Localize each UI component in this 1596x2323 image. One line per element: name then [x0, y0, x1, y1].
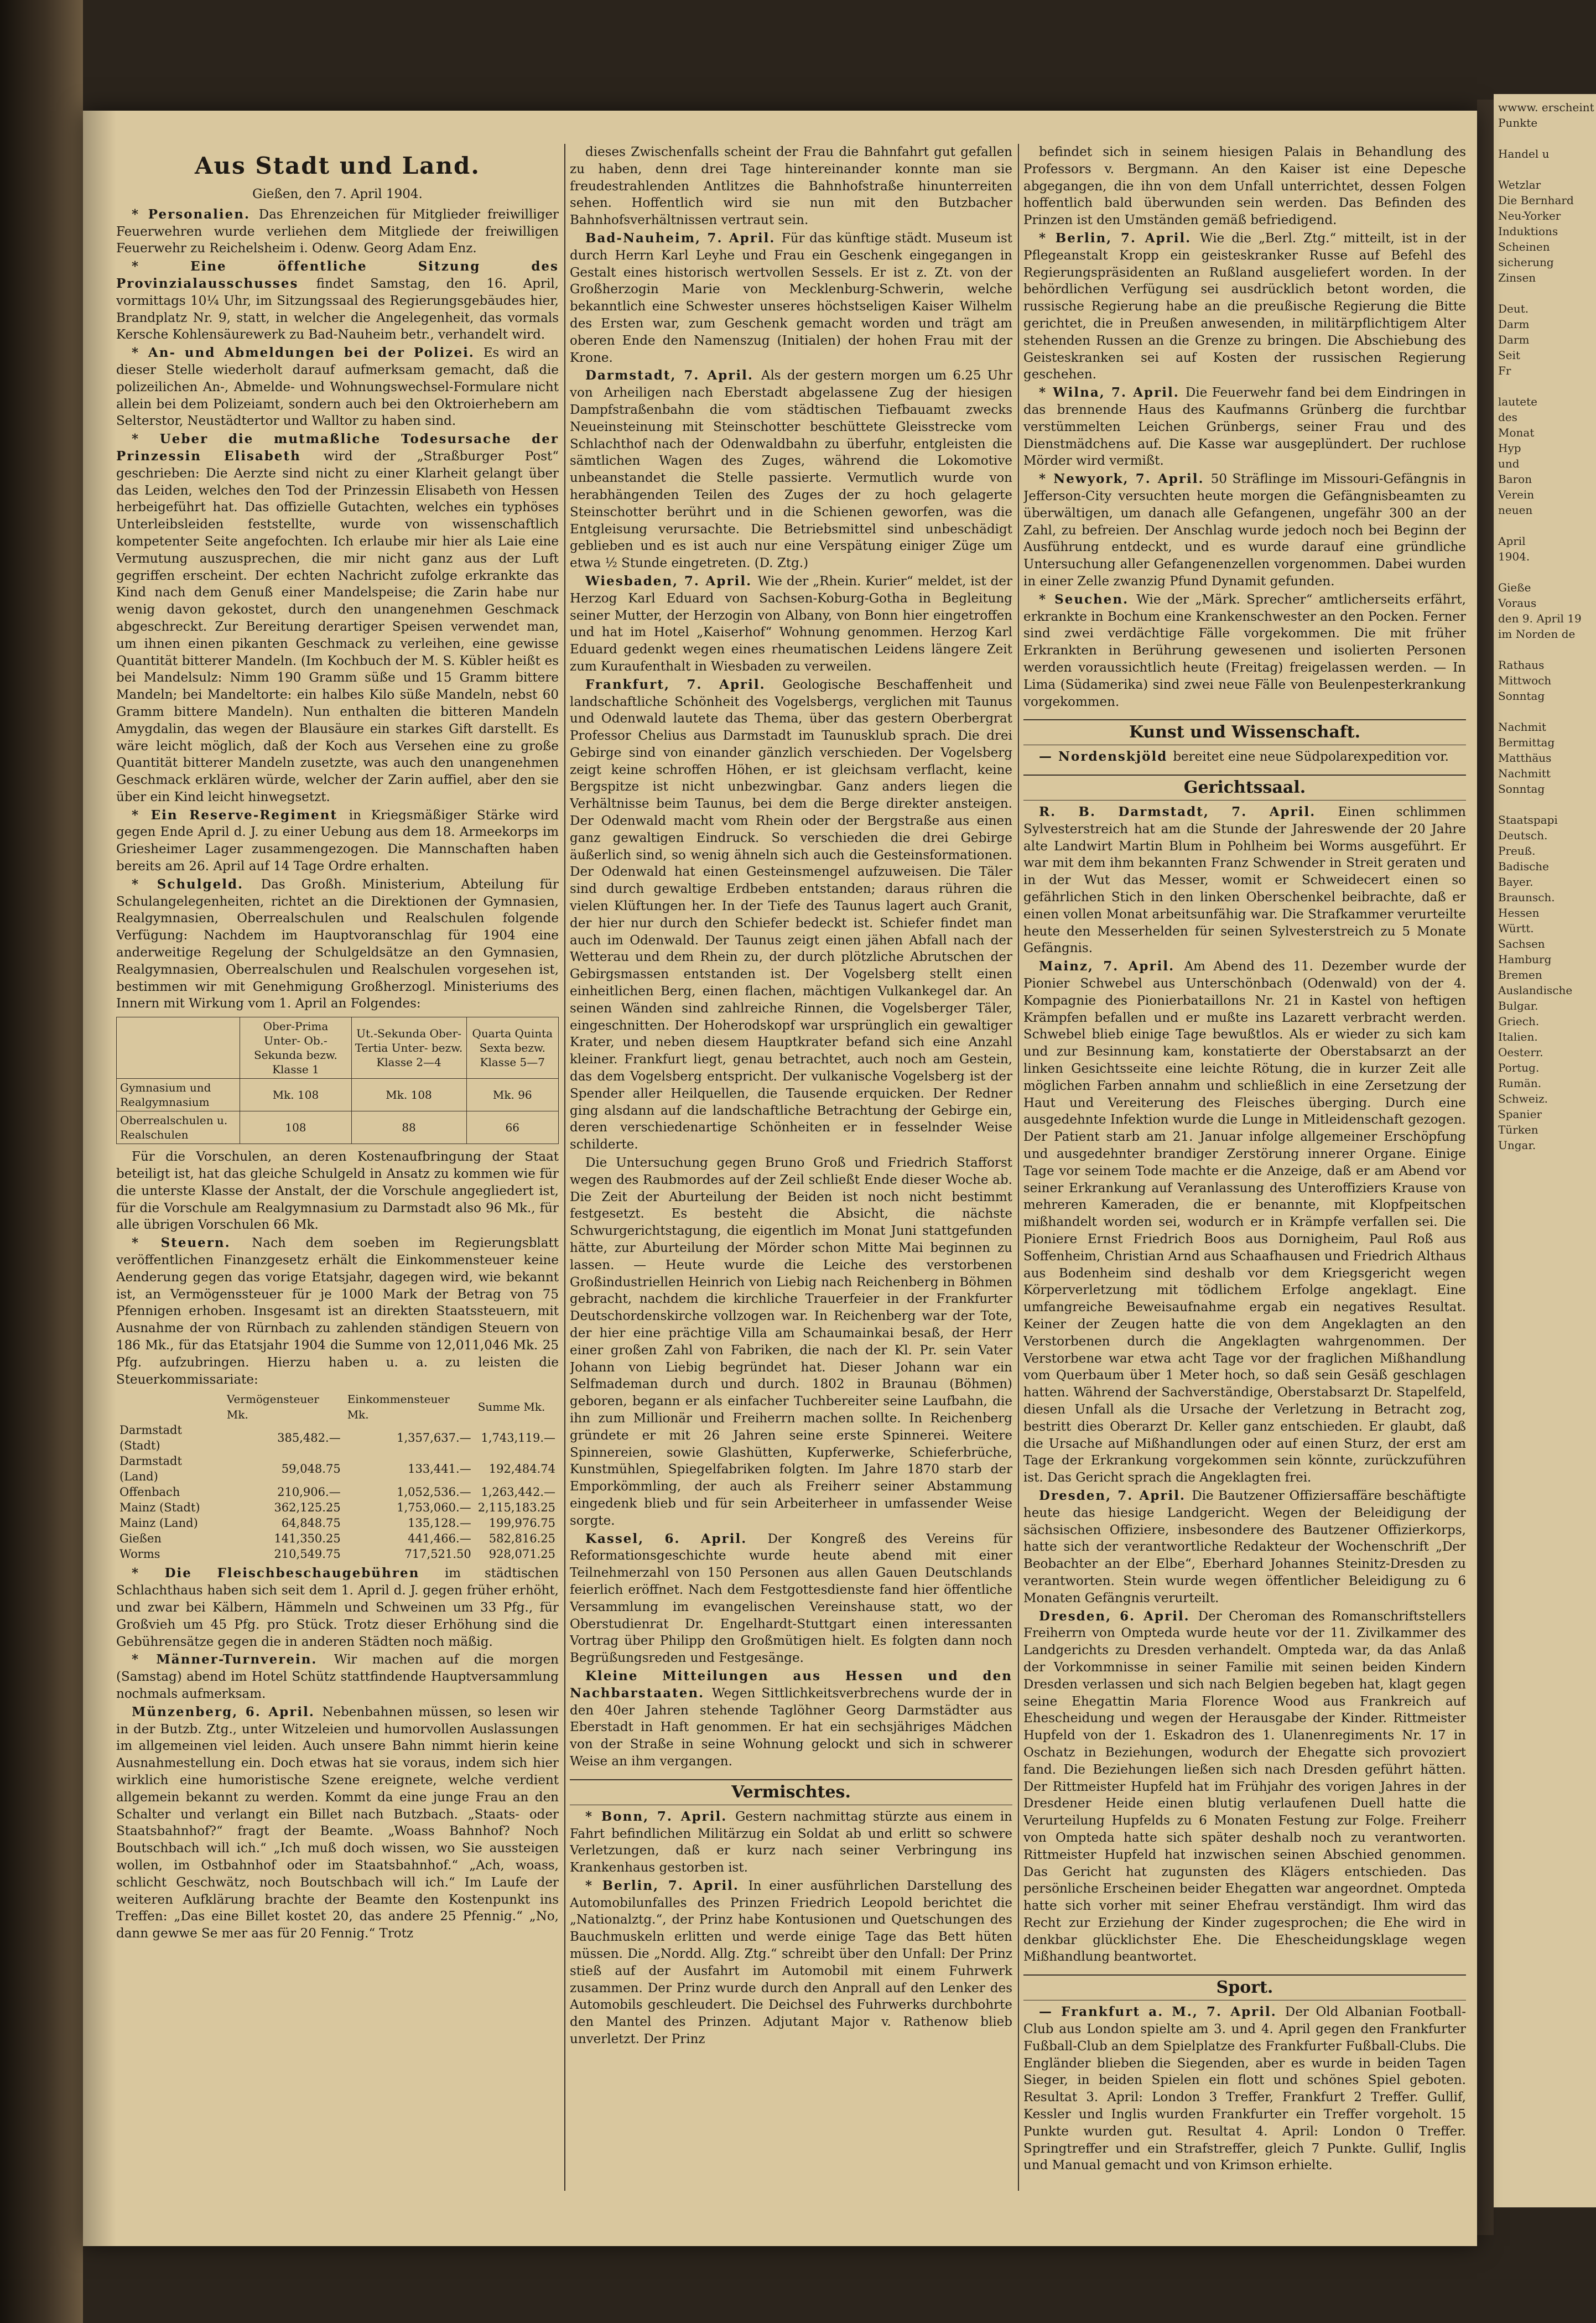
- table-header-cell: Quarta Quinta Sexta bezw. Klasse 5—7: [466, 1017, 558, 1079]
- article-text: Am Abend des 11. Dezember wurde der Pionier Schwebel aus Unterschönbach (Odenwald) von der 4. Kompagnie des Pionierbataillons Nr. 21 in Kastel von heftigen Krämpfen befallen und er mußte ins Lazarett verbracht werden. Schwebel blieb einige Tage bewußtlos. Als er wieder zu sich kam und zur Besinnung kam, konstatierte der Oberstabsarzt an der linken Gesichtsseite eine leichte Rötung, die in kurzer Zeit alle möglichen Farben annahm und schließlich in eine Zersetzung der Haut und Vereiterung des Fleisches überging. Durch eine ausgedehnte Infektion wurde die Lunge in Mitleidenschaft gezogen. Der Patient starb am 21. Januar infolge allgemeiner Erschöpfung und ausgedehnter brandiger Zerstörung innerer Organe. Einige Tage vor seinem Tode machte er die Anzeige, daß er am Abend vor seiner Erkrankung auf Veranlassung des Unteroffiziers Krause von mehreren Kameraden, die er benannte, mit Klopfpeitschen mißhandelt worden sei, wodurch er in Krämpfe verfallen sei. Die Pioniere Ernst Friedrich Boos aus Dornigheim, Paul Roß aus Soffenheim, Christian Arnd aus Schaafhausen und Friedrich Althaus aus Bodenheim sind deshalb vor dem Kriegsgericht wegen Körperverletzung mit tödlichem Erfolge angeklagt. Eine umfangreiche Beweisaufnahme ergab ein negatives Resultat. Keiner der Zeugen hatte die von dem Angeklagten an den Verstorbenen durch die Angeklagten wahrgenommen. Der Verstorbene war etwa acht Tage vor der fraglichen Mißhandlung vom Querbaum über 1 Meter hoch, so daß sein Gesäß geschlagen hatten. Während der Sachverständige, Oberstabsarzt Dr. Stapelfeld, diesen Unfall als die Ursache der Verletzung in Betracht zog, bestritt dies Oberarzt Dr. Keller ganz entschieden. Er glaubt, daß die Ursache auf Mißhandlungen oder auf einen Sturz, der erst am Tage der Erkrankung vorgekommen sein könnte, zurückzuführen ist. Das Gericht sprach die Angeklagten frei.: [1023, 959, 1466, 1485]
- article-text: findet Samstag, den 16. April, vormittags 10¼ Uhr, im Sitzungssaal des Regierungsgebäudes hier, Brandplatz Nr. 9, statt, in welcher die Angelegenheit, das vormals Kersche Kohlensäurewerk zu Bad-Nauheim betr., verhandelt wird.: [116, 276, 559, 342]
- page-shadow: [83, 111, 116, 2246]
- column-1: [116, 144, 559, 2191]
- tax-table-row: [116, 1422, 559, 1453]
- tax-table-row: [116, 1500, 559, 1515]
- article-lead: * Bonn, 7. April.: [585, 1808, 736, 1824]
- article-paragraph: [1023, 1488, 1466, 1607]
- article-text: Die Untersuchung gegen Bruno Groß und Friedrich Stafforst wegen des Raubmordes auf der Zeil schließt Ende dieser Woche ab. Die Zeit der Aburteilung der Beiden ist noch nicht bestimmt festgesetzt. Es besteht die Absicht, die nächste Schwurgerichtstagung, die eigentlich im Monat Juni stattgefunden hätte, zur Aburteilung der Mörder schon Mitte Mai beginnen zu lassen. — Heute wurde die Leiche des verstorbenen Großindustriellen Heinrich von Liebig nach Reichenberg in Böhmen gebracht, nachdem die kirchliche Trauerfeier in der Frankfurter Deutschordenskirche vollzogen war. In Reichenberg war der Tote, der hier eine prächtige Villa am Schaumainkai besaß, der Herr einer großen Zahl von Fabriken, die nach der Kl. Pr. sein Vater Johann von Liebig begründet hat. Dieser Johann war ein Selfmademan durch und durch. 1802 in Braunau (Böhmen) geboren, begann er als einfacher Tuchbereiter seine Laufbahn, die ihn zum Millionär und Freiherrn machen sollte. In Reichenberg gründete er mit 26 Jahren seine erste Spinnerei. Weitere Spinnereien, sowie Glashütten, Kupferwerke, Schieferbrüche, Kunstmühlen, Spiegelfabriken folgten. Im Jahre 1870 starb der Emporkömmling, der auch als Freiherr seiner Abstammung eingedenk blieb und für sein Arbeiterheer in umfassender Weise sorgte.: [570, 1156, 1012, 1528]
- sport-articles: [1023, 2004, 1466, 2174]
- table-header-cell: Vermögensteuer Mk.: [226, 1392, 319, 1422]
- article-lead: Frankfurt, 7. April.: [585, 677, 783, 692]
- dateline: Gießen, den 7. April 1904.: [252, 187, 423, 201]
- table-cell: 141,350.25: [274, 1532, 341, 1546]
- table-cell: Darmstadt (Stadt): [119, 1423, 182, 1453]
- article-lead: — Nordenskjöld: [1039, 749, 1173, 765]
- vermischtes-title: Vermischtes.: [570, 1779, 1012, 1805]
- adjacent-page-fragment: [1494, 94, 1596, 2207]
- article-text: befindet sich in seinem hiesigen Palais in Behandlung des Professors v. Bergmann. An den Kaiser ist eine Depesche abgegangen, die ihn von dem Unfall unterrichtet, dessen Folgen hoffentlich bald überwunden sein werden. Das Befinden des Prinzen ist den Umständen gemäß befriedigend.: [1023, 145, 1466, 228]
- table-cell: 1,052,536.—: [397, 1485, 471, 1499]
- article-text: Einen schlimmen Sylvesterstreich hat am die Stunde der Jahreswende der 20 Jahre alte Landwirt Martin Blum in Pohlheim bei Worms ausgeführt. Er war mit dem ihm bekannten Franz Schwender in Streit geraten und in der Wut das Messer, womit er Schweidecert einen so gefährlichen Stich in den linken Oberschenkel beibrachte, daß er einen vollen Monat arbeitsunfähig war. Die Strafkammer verurteilte heute den Messerhelden für seinen Sylvesterstreich zu 5 Monate Gefängnis.: [1023, 805, 1466, 956]
- tax-table: [116, 1391, 559, 1562]
- sport-title: Sport.: [1023, 1974, 1466, 2000]
- article-paragraph: [1023, 471, 1466, 590]
- article-lead: Kassel, 6. April.: [585, 1531, 768, 1546]
- article-text: Es wird an dieser Stelle wiederholt darauf aufmerksam gemacht, daß die polizeilichen An-, Abmelde- und Wohnungswechsel-Formulare nicht allein bei dem Polizeiamt, sondern auch bei den Oktroierhebern am Selterstor, Neustädtertor und Walltor zu haben sind.: [116, 346, 559, 429]
- article-paragraph: [116, 1565, 559, 1650]
- article-text: Geologische Beschaffenheit und landschaftliche Schönheit des Vogelsbergs, verglichen mit Taunus und Odenwald lautete das Thema, über das gestern Oberbergrat Professor Chelius aus Darmstadt im Taunusklub sprach. Die drei Gebirge sind von einander gänzlich verschieden. Der Vogelsberg zeigt keine schroffen Höhen, er ist gleichsam verflacht, keine Bergspitze ist nicht unbezwingbar. Ganz anders liegen die Verhältnisse beim Taunus, bei dem die Berge direkter ansteigen. Der Odenwald macht vom Rhein oder der Bergstraße aus einen ganz gewaltigen Eindruck. So verschieden die drei Gebirge äußerlich sind, so wenig ähneln sich auch die Gesteinsformationen. Der Odenwald hat einen Gesteinsmengel aufzuweisen. Die Täler sind durch gewaltige Erdbeben entstanden; daraus rühren die vielen Klüftungen her. In der Tiefe des Taunus lagert auch Granit, der hier nur durch den Schiefer bedeckt ist. Schiefer findet man auch im Odenwald. Der Taunus zeigt einen jähen Abfall nach der Wetterau und dem Rhein zu, der durch plötzliche Abrutschen der Gebirgsmassen entstanden ist. Der Vogelsberg stellt einen einheitlichen Berg, einen flachen, mächtigen Vulkankegel dar. An seinen Wänden sind zahlreiche Rinnen, die Vogelsberger Täler, eingeschnitten. Der Hoherodskopf war ursprünglich ein gewaltiger Krater, und neben diesem Hauptkrater befand sich eine Anzahl kleiner. Frankfurt liegt, genau betrachtet, auch noch am Gestein, das dem Vogelsberg entspricht. Der vulkanische Vogelsberg ist der Spender aller Heilquellen, die Tausende erquicken. Der Redner ging alsdann auf die landschaftliche Betrachtung der Gebirge ein, deren verschiedenartige Schönheiten er in fesselnder Weise schilderte.: [570, 677, 1012, 1152]
- article-text: Das Großh. Ministerium, Abteilung für Schulangelegenheiten, richtet an die Direktionen der Gymnasien, Realgymnasien, Oberrealschulen und Realschulen folgende Verfügung: Nachdem im Hauptvoranschlag für 1904 eine anderweitige Regelung der Schulgeldsätze an den Gymnasien, Realgymnasien, Oberrealschulen und Realschulen vorgesehen ist, bestimmen wir mit Genehmigung Großherzogl. Ministeriums des Innern mit Wirkung vom 1. April an Folgendes:: [116, 877, 559, 1011]
- article-paragraph: [1023, 804, 1466, 957]
- article-paragraph: [570, 1668, 1012, 1770]
- article-lead: Wiesbaden, 7. April.: [585, 573, 758, 589]
- table-header-cell: [116, 1391, 223, 1422]
- table-cell: 717,521.50: [404, 1547, 471, 1561]
- school-table-row: [117, 1111, 559, 1144]
- article-lead: * Wilna, 7. April.: [1039, 385, 1186, 401]
- article-lead: Münzenberg, 6. April.: [132, 1704, 323, 1719]
- article-text: 50 Sträflinge im Missouri-Gefängnis in Jefferson-City versuchten heute morgen die Gefängnisbeamten zu überwältigen, um danach alle Gefangenen, ungefähr 300 an der Zahl, zu befreien. Der Anschlag wurde jedoch noch bei Beginn der Ausführung entdeckt, und es wurde darauf eine gründliche Untersuchung aller Gefangenenzellen vorgenommen. Dabei wurden in einer Zelle zwanzig Pfund Dynamit gefunden.: [1023, 472, 1466, 589]
- table-cell: Mk. 96: [466, 1079, 558, 1111]
- table-cell: 1,357,637.—: [397, 1431, 471, 1445]
- table-header-cell: Einkommensteuer Mk.: [347, 1392, 450, 1422]
- table-cell: 199,976.75: [488, 1516, 555, 1530]
- article-paragraph: [1023, 591, 1466, 711]
- article-text: bereitet eine neue Südpolarexpedition vor.: [1173, 750, 1449, 765]
- article-paragraph: [570, 1808, 1012, 1877]
- table-cell: 1,263,442.—: [481, 1485, 555, 1499]
- adjacent-page-text: wwww. erscheint Punkte Handel u Wetzlar Die Bernhard Neu-Yorker Induktions Scheinen sicherung Zinsen Deut. Darm Darm Seit Fr lautete des Monat Hyp und Baron Verein neuen April 1904. Gieße Voraus den 9. April 19 im Norden de Rathaus Mittwoch Sonntag Nachmit Bermittag Matthäus Nachmitt Sonntag Staatspapi Deutsch. Preuß. Badische Bayer. Braunsch. Hessen Württ. Sachsen Hamburg Bremen Auslandische Bulgar. Griech. Italien. Oesterr. Portug. Rumän. Schweiz. Spanier Türken Ungar.: [1498, 101, 1594, 1152]
- table-cell: 133,441.—: [408, 1462, 471, 1476]
- article-text: Wir machen auf die morgen (Samstag) abend im Hotel Schütz stattfindende Hauptversammlung nochmals aufmerksam.: [116, 1652, 559, 1701]
- article-text: im städtischen Schlachthaus haben sich seit dem 1. April d. J. gegen früher erhöht, und zwar bei Kälbern, Hämmeln und Schweinen um 33 Pfg., für Großvieh um 45 Pfg. pro Stück. Trotz dieser Erhöhung sind die Gebührensätze gegen die in anderen Städten noch mäßig.: [116, 1566, 559, 1649]
- vermischtes-articles: [570, 1808, 1012, 2048]
- school-fee-table: [116, 1017, 559, 1144]
- article-paragraph: [116, 431, 559, 806]
- table-cell: 385,482.—: [277, 1431, 341, 1445]
- table-cell: Mainz (Land): [119, 1516, 198, 1530]
- column-rule: [564, 144, 565, 2191]
- article-lead: * Newyork, 7. April.: [1039, 471, 1211, 487]
- article-paragraph: [570, 573, 1012, 675]
- article-text: Der Old Albanian Football-Club aus London spielte am 3. und 4. April gegen den Frankfurter Fußball-Club an dem Spielplatze des Frankfurter Fußball-Clubs. Die Engländer blieben die Siegenden, aber es wurde in beiden Tagen Sieger, in beiden Spielen ein flott und schönes Spiel geboten. Resultat 3. April: London 3 Treffer, Frankfurt 2 Treffer. Gullif, Kessler und Inglis wurden Frankfurter ein Treffer vorgeholt. 15 Punkte wurden gut. Resultat 4. April: London 0 Treffer. Springtreffer und ein Strafstreffer, gleich 7 Punkte. Gullif, Inglis und Manual gemacht und von Krimson erhielte.: [1023, 2005, 1466, 2173]
- article-lead: * Die Fleischbeschaugebühren: [132, 1566, 445, 1581]
- article-lead: Bad-Nauheim, 7. April.: [585, 230, 782, 246]
- article-text: Wie der „Märk. Sprecher“ amtlicherseits erfährt, erkrankte in Bochum eine Krankenschwester an den Pocken. Ferner sind zwei verdächtige Fälle vorgekommen. Die mit früher Erkrankten in Berührung gewesenen und isolierten Personen werden voraussichtlich heute (Freitag) freigelassen werden. — In Lima (Südamerika) sind zwei neue Fälle von Beulenpesterkrankung vorgekommen.: [1023, 592, 1466, 709]
- gericht-title: Gerichtssaal.: [1023, 775, 1466, 801]
- article-text: Der Cheroman des Romanschriftstellers Freiherrn von Ompteda wurde heute vor der 11. Zivilkammer des Landgerichts zu Dresden verhandelt. Ompteda war, da das Anlaß der Vorkommnisse in seiner Familie mit seinen beiden Kindern Dresden verlassen und sich nach Belgien begeben hat, klagt gegen seine Ehegattin Maria Florence Wood aus Frankreich auf Ehescheidung und wegen der Herausgabe der Kinder. Rittmeister Hupfeld von der 1. Eskadron des 1. Ulanenregiments Nr. 17 in Oschatz in Beziehungen, wodurch der Ehegatte sich provoziert fand. Die Beziehungen ließen sich nach Dresden geführt hätten. Der Rittmeister Hupfeld hat im Frühjahr des vorigen Jahres in der Dresdener Heide einen blutig verlaufenen Duell hatte die Verurteilung Hupfelds zu 6 Monaten Festung zur Folge. Freiherr von Ompteda hatte sich später deshalb noch zu verantworten. Rittmeister Hupfeld hat inzwischen seinen Abschied genommen. Das Gericht hat zugunsten des Klägers entschieden. Das persönliche Erscheinen beider Ehegatten war angeordnet. Ompteda hatte sich vorher mit seiner Ehefrau verständigt. Ihm wird das Recht zur Erziehung der Kinder zugesprochen; die Ehe wird in denkbar glücklichster Ehe. Die Ehescheidungsklage wegen Mißhandlung beantwortet.: [1023, 1609, 1466, 1965]
- article-text: In einer ausführlichen Darstellung des Automobilunfalles des Prinzen Friedrich Leopold berichtet die „Nationalztg.“, der Prinz habe Kontusionen und Quetschungen des Bauchmuskeln erlitten und werde einige Tage das Bett hüten müssen. Die „Nordd. Allg. Ztg.“ schreibt über den Unfall: Der Prinz stieß auf der Ausfahrt im Automobil mit einem Fuhrwerk zusammen. Der Prinz wurde durch den Anprall auf den Lenker des Automobils geschleudert. Die Deichsel des Fuhrwerks durchbohrte den Mantel des Prinzen. Adjutant Major v. Rathenow blieb unverletzt. Der Prinz: [570, 1878, 1012, 2047]
- article-text: wird der „Straßburger Post“ geschrieben: Die Aerzte sind nicht zu einer Klarheit gelangt über das Leiden, welches den Tod der Prinzessin Elisabeth von Hessen herbeigeführt hat. Das offizielle Gutachten, welches ein typhöses Unterleibsleiden feststellte, wurde von wissenschaftlich kompetenter Seite angefochten. Ich erlaube mir hier als Laie eine Vermutung auszusprechen, die mir nicht ganz aus der Luft gegriffen erscheint. Der echten Nachricht zufolge erkrankte das Kind nach dem Genuß einer Mandelspeise; die Zarin habe nur wenig davon gekostet, durch den unangenehmen Geschmack abgeschreckt. Zur Bereitung derartiger Speisen verwendet man, um ihnen einen pikanten Geschmack zu verleihen, eine gewisse Quantität bitterer Mandeln. (Im Kochbuch der M. S. Kübler heißt es bei Mandelsulz: Nimm 190 Gramm süße und 15 Gramm bittere Mandeln; bei Mandeltorte: ein halbes Kilo süße Mandeln, nebst 60 Gramm bittere Mandeln). Nun enthalten die bitteren Mandeln Amygdalin, das wegen der Blausäure ein starkes Gift darstellt. Es wäre leicht möglich, daß der Koch aus Versehen eine zu große Quantität bitterer Mandeln zusetzte, was auch den unangenehmen Geschmack erklären würde, welcher der Zarin auffiel, aber den sie über ein Kind leicht hinwegsetzt.: [116, 449, 559, 804]
- tax-table-row: [116, 1453, 559, 1484]
- tax-table-row: [116, 1515, 559, 1531]
- table-cell: 135,128.—: [408, 1516, 471, 1530]
- article-paragraph: [1023, 384, 1466, 470]
- tax-table-row: [116, 1531, 559, 1546]
- table-cell: Oberrealschulen u. Realschulen: [117, 1111, 240, 1144]
- article-lead: * Berlin, 7. April.: [1039, 230, 1200, 246]
- column-3: [1023, 144, 1466, 2191]
- article-lead: * Berlin, 7. April.: [585, 1878, 748, 1893]
- table-cell: Mk. 108: [240, 1079, 351, 1111]
- article-lead: Dresden, 6. April.: [1039, 1608, 1198, 1624]
- article-paragraph: [116, 1704, 559, 1942]
- table-header-cell: Summe Mk.: [477, 1400, 545, 1414]
- article-paragraph: [570, 230, 1012, 366]
- gericht-articles: [1023, 804, 1466, 1966]
- column-rule: [1018, 144, 1019, 2191]
- article-text: Für die Vorschulen, an deren Kostenaufbringung der Staat beteiligt ist, hat das gleiche Schulgeld in Ansatz zu kommen wie für die unterste Klasse der Anstalt, der die Vorschule angegliedert ist, für die Vorschule am Realgymnasium zu Darmstadt also 96 Mk., für alle übrigen Vorschulen 66 Mk.: [116, 1150, 559, 1233]
- article-lead: * Ein Reserve-Regiment: [132, 807, 349, 823]
- table-cell: 441,466.—: [408, 1532, 471, 1546]
- kunst-articles: [1023, 749, 1466, 766]
- table-cell: 210,549.75: [274, 1547, 341, 1561]
- table-header-cell: Ober-Prima Unter- Ob.-Sekunda bezw. Klasse 1: [240, 1017, 351, 1079]
- article-paragraph: [570, 1531, 1012, 1667]
- article-lead: Kleine Mitteilungen aus Hessen und den Nachbarstaaten.: [570, 1668, 1012, 1701]
- article-paragraph: [570, 367, 1012, 572]
- column-1-articles: [116, 206, 559, 1012]
- article-paragraph: [116, 1235, 559, 1388]
- article-text: Das Ehrenzeichen für Mitglieder freiwilliger Feuerwehren wurde verliehen dem Mitgliede der freiwilligen Feuerwehr zu Reichelsheim i. Odenw. Georg Adam Enz.: [116, 207, 559, 256]
- table-cell: 582,816.25: [488, 1532, 555, 1546]
- article-paragraph: [1023, 230, 1466, 383]
- article-paragraph: [1023, 958, 1466, 1487]
- table-cell: 64,848.75: [281, 1516, 341, 1530]
- article-lead: * Steuern.: [132, 1235, 252, 1251]
- article-lead: * Ueber die mutmaßliche Todesursache der Prinzessin Elisabeth: [116, 432, 559, 464]
- table-cell: 59,048.75: [281, 1462, 341, 1476]
- article-text: Der Kongreß des Vereins für Reformationsgeschichte wurde heute abend mit einer Teilnehmerzahl von 150 Personen aus allen Gauen Deutschlands feierlich eröffnet. Nach dem Festgottesdienste fand hier öffentliche Versammlung im evangelischen Vereinshause statt, wo der Oberstudienrat Dr. Engelhardt-Stuttgart einen interessanten Vortrag über Philipp den Großmütigen hielt. Es folgten dann noch Begrüßungsreden und Festgesänge.: [570, 1531, 1012, 1666]
- table-cell: Offenbach: [119, 1485, 180, 1499]
- article-paragraph: [116, 345, 559, 430]
- article-paragraph: [1023, 749, 1466, 766]
- article-text: Für das künftige städt. Museum ist durch Herrn Karl Leyhe und Frau ein Geschenk eingegangen in Gestalt eines historisch wertvollen Sessels. Er ist z. Zt. von der Großherzogin Marie von Mecklenburg-Schwerin, welche bekanntlich eine Schwester unseres höchstseligen Kaiser Wilhelm des Ersten war, zum Geschenk gemacht worden und trägt am oberen Ende den Namenszug (Initialen) der hohen Frau mit der Krone.: [570, 231, 1012, 365]
- column-1-articles-c: [116, 1565, 559, 1942]
- table-cell: Gießen: [119, 1532, 162, 1546]
- article-text: Nebenbahnen müssen, so lesen wir in der Butzb. Ztg., unter Witzeleien und humorvollen Auslassungen im allgemeinen viel leiden. Auch unsere Bahn nimmt hierin keine Ausnahmestellung ein. Doch etwas hat sie voraus, indem sich hier wirklich eine humoristische Szene ereignete, welche verdient allgemein bekannt zu werden. Kommt da eine junge Frau an den Schalter und verlangt ein Billet nach Butzbach. „Staats- oder Staatsbahnhof?“ fragt der Beamte. „Woass Bahnhof? Noch Boutschbach will ich.“ „Ich muß doch wissen, wo Sie aussteigen wollen, im Ostbahnhof oder im Staatsbahnhof.“ „Ach, woass, schlicht Geschwätz, noch Boutschbach will ich.“ Im Laufe der weiteren Aufklärung brachte der Beamte den Kostenpunkt ins Treffen: „Das eine Billet kostet 20, das andere 25 Pfennig.“ „No, dann gewwe Se mer aas für 20 Fennig.“ Trotz: [116, 1704, 559, 1941]
- kunst-title: Kunst und Wissenschaft.: [1023, 719, 1466, 745]
- table-cell: 66: [466, 1111, 558, 1144]
- column-2-articles: [570, 144, 1012, 1770]
- table-cell: Mainz (Stadt): [119, 1501, 200, 1515]
- article-paragraph: [116, 1651, 559, 1702]
- section-title: Aus Stadt und Land.: [194, 152, 481, 179]
- article-paragraph: [570, 1155, 1012, 1530]
- article-text: dieses Zwischenfalls scheint der Frau die Bahnfahrt gut gefallen zu haben, denn drei Tage hintereinander konnte man sie freudestrahlenden Antlitzes die Bahnhofstraße hinunterreiten sehen. Hoffentlich wird sie nun mit den Butzbacher Bahnhofsverhältnissen vertraut sein.: [570, 145, 1012, 228]
- article-lead: * Schulgeld.: [132, 876, 261, 892]
- article-text: Gestern nachmittag stürzte aus einem in Fahrt befindlichen Militärzug ein Soldat ab und erlitt so schwere Verletzungen, daß er kurz nach seiner Verbringung ins Krankenhaus gestorben ist.: [570, 1809, 1012, 1875]
- article-paragraph: [570, 144, 1012, 229]
- page-gutter: [1477, 100, 1494, 2235]
- table-cell: Worms: [119, 1547, 160, 1561]
- table-cell: 108: [240, 1111, 351, 1144]
- table-header-cell: [117, 1017, 240, 1079]
- book-spine: [0, 0, 83, 2323]
- column-1-articles-b: [116, 1148, 559, 1388]
- article-paragraph: [1023, 144, 1466, 229]
- article-lead: Darmstadt, 7. April.: [585, 368, 761, 383]
- article-lead: R. B. Darmstadt, 7. April.: [1039, 804, 1338, 820]
- article-text: Nach dem soeben im Regierungsblatt veröffentlichen Finanzgesetz erhält die Einkommensteuer keine Aenderung gegen das vorige Etatsjahr, dagegen wird, wie bekannt ist, an Vermögenssteuer für je 1000 Mark der Betrag von 75 Pfennigen erhoben. Insgesamt ist an direkten Staatssteuern, mit Ausnahme der von Rürnbach zu zahlenden ständigen Steuern von 186 Mk., für das Etatsjahr 1904 die Summe von 12,011,046 Mk. 25 Pfg. aufzubringen. Hierzu haben u. a. zu leisten die Steuerkommissariate:: [116, 1236, 559, 1387]
- article-lead: * Seuchen.: [1039, 591, 1137, 607]
- article-paragraph: [116, 258, 559, 344]
- article-paragraph: [570, 677, 1012, 1153]
- newspaper-page: [83, 111, 1477, 2246]
- article-text: Als der gestern morgen um 6.25 Uhr von Arheiligen nach Eberstadt abgelassene Zug der hiesigen Dampfstraßenbahn die vom städtischen Tiefbauamt zwecks Neueinsteinung mit Steinschotter beschüttete Gleisstrecke vom Schlachthof nach der Odenwaldbahn zu überfuhr, entgleisten die sämtlichen Wagen des Zuges, während die Lokomotive unbeanstandet die Stelle passierte. Vermutlich wurde von herabhängenden Teilen des Zuges der zu hoch gelagerte Steinschotter berührt und in die Schienen geworfen, was die Entgleisung verursachte. Die Betriebsmittel sind unbeschädigt geblieben und es ist auch nur eine Verspätung einiger Züge um etwa ½ Stunde eingetreten. (D. Ztg.): [570, 368, 1012, 571]
- table-cell: 928,071.25: [488, 1547, 555, 1561]
- article-paragraph: [570, 1878, 1012, 2048]
- article-lead: * Eine öffentliche Sitzung des Provinzialausschusses: [116, 259, 559, 291]
- article-lead: * An- und Abmeldungen bei der Polizei.: [132, 345, 484, 361]
- table-cell: 2,115,183.25: [477, 1501, 555, 1515]
- school-table-row: [117, 1079, 559, 1111]
- column-3-articles: [1023, 144, 1466, 710]
- table-header-cell: Ut.-Sekunda Ober-Tertia Unter- bezw. Klasse 2—4: [351, 1017, 466, 1079]
- tax-table-row: [116, 1546, 559, 1562]
- article-paragraph: [116, 807, 559, 875]
- table-cell: 362,125.25: [274, 1501, 341, 1515]
- table-cell: 210,906.—: [277, 1485, 341, 1499]
- table-cell: Mk. 108: [351, 1079, 466, 1111]
- table-cell: Darmstadt (Land): [119, 1454, 182, 1484]
- article-lead: — Frankfurt a. M., 7. April.: [1039, 2004, 1285, 2020]
- table-cell: Gymnasium und Realgymnasium: [117, 1079, 240, 1111]
- article-text: in Kriegsmäßiger Stärke wird gegen Ende April d. J. zu einer Uebung aus dem 18. Armeekorps im Griesheimer Lager zusammengezogen. Die Mannschaften haben bereits am 26. April auf 14 Tage Ordre erhalten.: [116, 808, 559, 874]
- table-cell: 1,753,060.—: [397, 1501, 471, 1515]
- article-text: Die Feuerwehr fand bei dem Eindringen in das brennende Haus des Kaufmanns Grünberg die furchtbar verstümmelten Leichen Grünbergs, seiner Frau und des Dienstmädchens auf. Die Kasse war ausgeplündert. Der ruchlose Mörder wird vermißt.: [1023, 386, 1466, 469]
- table-cell: 1,743,119.—: [481, 1431, 555, 1445]
- article-paragraph: [116, 1148, 559, 1234]
- column-2: [570, 144, 1012, 2191]
- article-lead: Mainz, 7. April.: [1039, 959, 1184, 974]
- article-paragraph: [116, 876, 559, 1012]
- article-text: Wie die „Berl. Ztg.“ mitteilt, ist in der Pflegeanstalt Kropp ein geisteskranker Russe auf Befehl des Regierungspräsidenten an Rußland ausgeliefert worden. In der behördlichen Verfügung sei ausdrücklich betont worden, die russische Regierung habe an die preußische Regierung die Bitte gerichtet, die in Preußen anwesenden, in militärpflichtigem Alter stehenden Russen an die Grenze zu bringen. Die Abschiebung des Geisteskranken sei auf Kosten der russischen Regierung geschehen.: [1023, 231, 1466, 382]
- table-cell: 88: [351, 1111, 466, 1144]
- article-text: Die Bautzener Offiziersaffäre beschäftigte heute das hiesige Landgericht. Wegen der Beleidigung der sächsischen Offiziere, insbesondere des Bautzener Offizierkorps, hatte sich der verantwortliche Redakteur der Wochenschrift „Der Beobachter an der Elbe“, Eberhard Johannes Steinitz-Dresden zu verantworten. Stein wurde wegen öffentlicher Beleidigung zu 6 Monaten Gefängnis verurteilt.: [1023, 1488, 1466, 1605]
- article-paragraph: [1023, 2004, 1466, 2174]
- article-lead: Dresden, 7. April.: [1039, 1488, 1192, 1503]
- article-lead: * Personalien.: [132, 206, 259, 222]
- article-paragraph: [1023, 1608, 1466, 1966]
- article-paragraph: [116, 206, 559, 257]
- article-lead: * Männer-Turnverein.: [132, 1652, 334, 1667]
- table-cell: 192,484.74: [488, 1462, 555, 1476]
- tax-table-row: [116, 1484, 559, 1500]
- article-text: Wie der „Rhein. Kurier“ meldet, ist der Herzog Karl Eduard von Sachsen-Koburg-Gotha in Begleitung seiner Mutter, der Herzogin von Albany, von Bonn hier eingetroffen und hat im Hotel „Kaiserhof“ Wohnung genommen. Herzog Karl Eduard gedenkt wegen eines rheumatischen Leidens längere Zeit zum Kuraufenthalt in Wiesbaden zu verweilen.: [570, 574, 1012, 674]
- article-text: Wegen Sittlichkeitsverbrechens wurde der in den 40er Jahren stehende Taglöhner Georg Darmstädter aus Eberstadt in Haft genommen. Er hat ein sechsjähriges Mädchen von der Straße in seine Wohnung gelockt und sich in schwerer Weise an ihm vergangen.: [570, 1686, 1012, 1769]
